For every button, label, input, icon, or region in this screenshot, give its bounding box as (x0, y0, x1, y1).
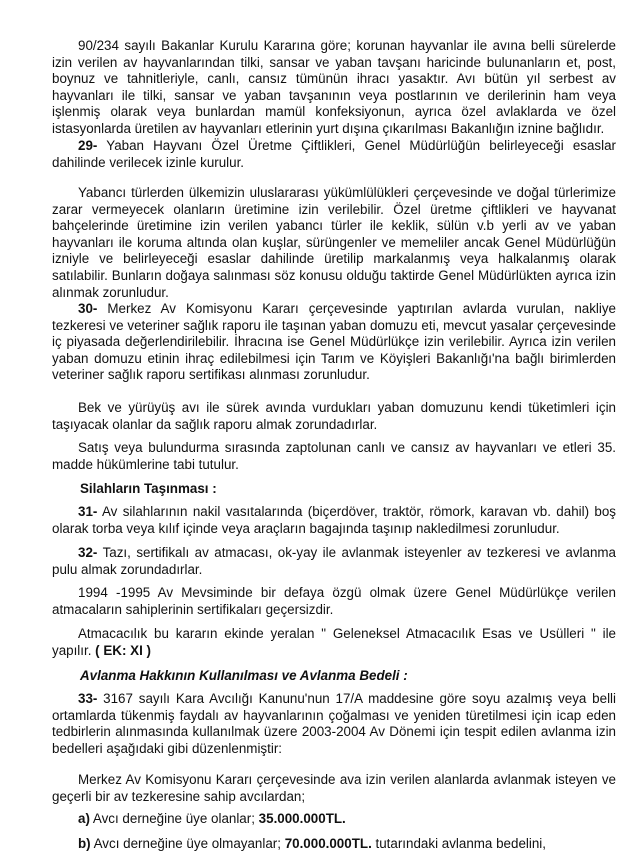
article-number: 29- (78, 138, 98, 153)
annex-reference: ( EK: XI ) (95, 642, 151, 658)
paragraph-article-33: 33- 3167 sayılı Kara Avcılığı Kanunu'nun 17/A maddesine göre soyu azalmış veya belli ortamlarda tükenmiş faydalı av hayvanlarının çoğalması ve yeniden türetilmesi için icap eden tedbirlerin alınmasında kullanılmak üzere 2003-2004 Av Dönemi için tespit edilen avlanma izin bedelleri aşağıdaki gibi düzenlenmiştir: (52, 691, 616, 756)
paragraph-article-29: 29- Yaban Hayvanı Özel Üretme Çiftlikleri, Genel Müdürlüğün belirleyeceği esaslar dahilinde verilecek izinle kurulur. (52, 138, 616, 170)
paragraph-article-32: 32- Tazı, sertifikalı av atmacası, ok-yay ile avlanmak isteyenler av tezkeresi ve avlanma pulu almak zorundadırlar. (52, 545, 616, 577)
paragraph-article-31: 31- Av silahlarının nakil vasıtalarında (biçerdöver, traktör, römork, karavan vb. dahil) boş olarak torba veya kılıf içinde veya araçların bagajında taşınıp nakledilmesi zorunludur. (52, 504, 616, 536)
list-item-b: b) Avcı derneğine üye olmayanlar; 70.000.000TL. tutarındaki avlanma bedelini, (78, 836, 546, 851)
article-number: 32- (78, 545, 98, 560)
paragraph-atmacacilik: Atmacacılık bu kararın ekinde yeralan " Geleneksel Atmacacılık Esas ve Usülleri " ile yapılır. ( EK: XI ) (52, 626, 616, 658)
article-number: 31- (78, 504, 98, 519)
article-number: 30- (78, 301, 98, 316)
paragraph-satis: Satış veya bulundurma sırasında zaptolunan canlı ve cansız av hayvanları ve etleri 35. madde hükümlerine tabi tutulur. (52, 440, 616, 472)
heading-silahlarin-tasinmasi: Silahların Taşınması : (80, 481, 217, 496)
paragraph-bek-yuruyus: Bek ve yürüyüş avı ile sürek avında vurdukları yaban domuzunu kendi tüketimleri için taşıyacak olanlar da sağlık raporu almak zorundadırlar. (52, 400, 616, 432)
amount-member: 35.000.000TL. (258, 811, 346, 826)
list-item-label: a) (78, 811, 90, 826)
article-number: 33- (78, 691, 98, 706)
paragraph-merkez-av: Merkez Av Komisyonu Kararı çerçevesinde ava izin verilen alanlarda avlanmak isteyen ve geçerli bir av tezkeresine sahip avcılardan; (52, 772, 616, 804)
list-item-a: a) Avcı derneğine üye olanlar; 35.000.000TL. (78, 811, 346, 826)
amount-nonmember: 70.000.000TL. (284, 836, 372, 851)
list-item-label: b) (78, 836, 91, 851)
paragraph-bakanlar-kurulu: 90/234 sayılı Bakanlar Kurulu Kararına göre; korunan hayvanlar ile avına belli sürelerde izin verilen av hayvanlarından tilki, sansar ve yaban tavşanı haricinde bulunanların et, post, boynuz ve tahnitleriyle, canlı, cansız tümünün ihracı yasaktır. Avı bütün yıl serbest av hayvanları ile tilki, sansar ve yaban tavşanının veya postlarının ve derilerinin ham veya işlenmiş olarak veya bunlardan mamül konfeksiyonun, ayrıca özel avlaklarda ve özel istasyonlarda üretilen av hayvanları etlerinin yurt dışına çıkarılması Bakanlığın iznine bağlıdır. (52, 38, 616, 136)
paragraph-article-30: 30- Merkez Av Komisyonu Kararı çerçevesinde yaptırılan avlarda vurulan, nakliye tezkeresi ve veteriner sağlık raporu ile taşınan yaban domuzu eti, mevcut yasalar çerçevesinde iç piyasada değerlendirilebilir. İhracına ise Genel Müdürlükçe izin verilebilir. Ayrıca izin verilen yaban domuzu etinin ihraç edilebilmesi için Tarım ve Köyişleri Bakanlığı'na bağlı birimlerden veteriner sağlık raporu sertifikası alınması zorunludur. (52, 301, 616, 383)
paragraph-yabanci-turler: Yabancı türlerden ülkemizin uluslararası yükümlülükleri çerçevesinde ve doğal türlerimize zarar vermeyecek olanların üretimine izin verilebilir. Özel üretme çiftlikleri ve hayvanat bahçelerinde üretimine izin verilen yabancı türler ile keklik, sülün v.b yerli av ve yaban hayvanları ile koruma altında olan kuşlar, sürüngenler ve memeliler ancak Genel Müdürlüğün izniyle ve belirleyeceği esaslar dahilinde üretilip markalanmış veya halkalanmış olarak satılabilir. Bunların doğaya salınması söz konusu olduğu taktirde Genel Müdürlükten ayrıca izin alınmak zorunludur. (52, 185, 616, 300)
heading-avlanma-hakki: Avlanma Hakkının Kullanılması ve Avlanma Bedeli : (80, 668, 408, 683)
paragraph-1994-1995: 1994 -1995 Av Mevsiminde bir defaya özgü olmak üzere Genel Müdürlükçe verilen atmacaların sahiplerinin sertifikaları geçersizdir. (52, 585, 616, 617)
